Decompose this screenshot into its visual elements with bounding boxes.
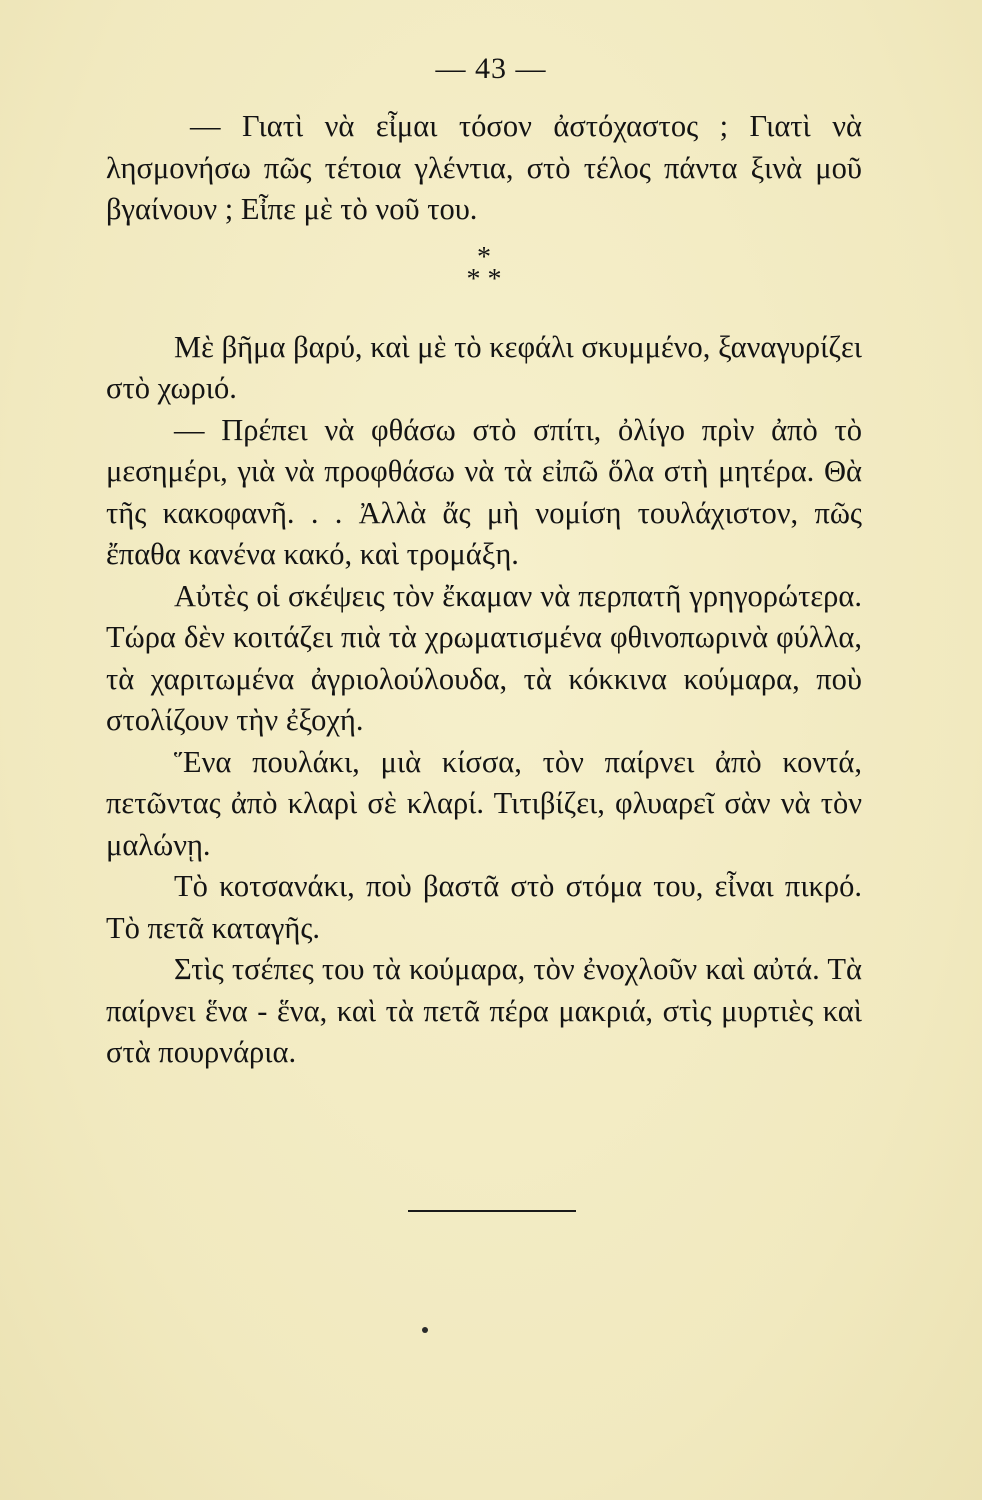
page-number: — 43 — xyxy=(435,52,547,85)
paragraph-4: Ἕνα πουλάκι, μιὰ κίσσα, τὸν παίρνει ἀπὸ κοντά, πετῶντας ἀπὸ κλαρὶ σὲ κλαρί. Τιτιβίζει, φλυαρεῖ σὰν νὰ τὸν μαλώνῃ. xyxy=(106,744,862,862)
section-separator xyxy=(106,241,862,295)
paragraph-6: Στὶς τσέπες του τὰ κούμαρα, τὸν ἐνοχλοῦν καὶ αὐτά. Τὰ παίρνει ἕνα - ἕνα, καὶ τὰ πετᾶ πέρα μακριά, στὶς μυρτιὲς καὶ στὰ πουρνάρια. xyxy=(106,952,862,1069)
body-text xyxy=(106,106,862,1074)
end-rule xyxy=(408,1210,576,1212)
paragraph-5: Τὸ κοτσανάκι, ποὺ βαστᾶ στὸ στόμα του, εἶναι πικρό. Τὸ πετᾶ καταγῆς. xyxy=(106,869,862,945)
paragraph-1: Μὲ βῆμα βαρύ, καὶ μὲ τὸ κεφάλι σκυμμένο, ξαναγυρίζει στὸ χωριό. xyxy=(106,329,862,405)
ink-dot xyxy=(422,1327,428,1333)
paragraph-3: Αὐτὲς οἱ σκέψεις τὸν ἔκαμαν νὰ περπατῆ γρηγορώτερα. Τώρα δὲν κοιτάζει πιὰ τὰ χρωματισμένα φθινοπωρινὰ φύλλα, τὰ χαριτωμένα ἀγριολούλουδα, τὰ κόκκινα κούμαρα, ποὺ στολίζουν τὴν ἐξοχή. xyxy=(106,578,862,737)
separator-line-2: * * xyxy=(466,263,502,295)
paragraph-2: — Πρέπει νὰ φθάσω στὸ σπίτι, ὀλίγο πρὶν ἀπὸ τὸ μεσημέρι, γιὰ νὰ προφθάσω νὰ τὰ εἰπῶ ὅλα στὴ μητέρα. Θὰ τῆς κακοφανῆ. . . Ἀλλὰ ἄς μὴ νομίση τουλάχιστον, πῶς ἔπαθα κανένα κακό, καὶ τρομάξη. xyxy=(106,412,862,571)
separator-line-1: * xyxy=(477,241,491,273)
paragraph-opening: — Γιατὶ νὰ εἶμαι τόσον ἀστόχαστος ; Γιατὶ νὰ λησμονήσω πῶς τέτοια γλέντια, στὸ τέλος πάντα ξινὰ μοῦ βγαίνουν ; Εἶπε μὲ τὸ νοῦ του. xyxy=(106,109,862,226)
